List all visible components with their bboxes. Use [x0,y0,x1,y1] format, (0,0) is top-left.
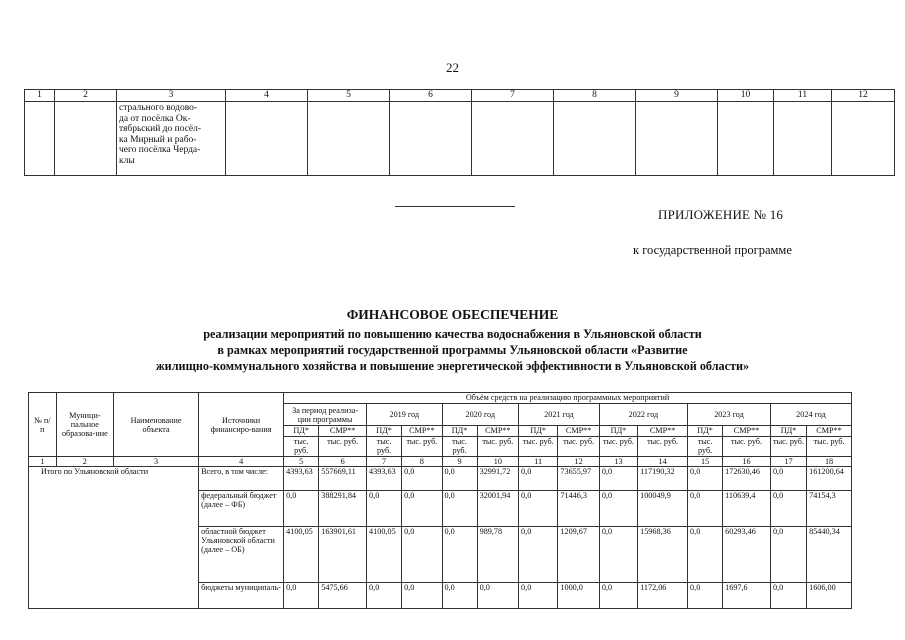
col-total-group-header: Объём средств на реализацию программных мероприятий [284,393,852,404]
header-cell: 6 [390,90,472,102]
value-cell: 0,0 [599,583,637,609]
column-number: 3 [114,457,199,467]
pd-header: ПД* [770,426,806,437]
unit-header: тыс. руб. [558,437,599,457]
value-cell: 32001,94 [477,491,518,527]
header-cell: 10 [718,90,774,102]
value-cell: 1209,67 [558,527,599,583]
source-cell: бюджеты муниципаль- [199,583,284,609]
col-program-period-header: За период реализа-ции программы [284,404,367,426]
smr-header: СМР** [807,426,852,437]
column-number: 6 [319,457,367,467]
appendix-subtitle: к государственной программе [633,243,792,257]
value-cell: 0,0 [688,467,723,491]
header-cell: 12 [832,90,895,102]
column-number: 8 [402,457,442,467]
header-cell: 2 [55,90,117,102]
object-name-cell: стрального водово- да от посёлка Ок- тябрьский до посёл- ка Мирный и рабо- чего посёлка Черда- клы [117,102,226,176]
value-cell: 0,0 [688,583,723,609]
value-cell: 0,0 [519,491,558,527]
header-cell: 1 [25,90,55,102]
value-cell: 4393,63 [367,467,402,491]
unit-header: тыс. руб. [688,437,723,457]
year-header: 2022 год [599,404,687,426]
unit-header: тыс. руб. [319,437,367,457]
unit-header: тыс. руб. [770,437,806,457]
continuation-header-row [25,90,895,102]
value-cell: 74154,3 [807,491,852,527]
value-cell: 4393,63 [284,467,319,491]
document-subtitle: реализации мероприятий по повышению качества водоснабжения в Ульяновской области в рамках мероприятий государственной программы Ульяновской области «Развитие жилищно-коммунального хозяйства и повышение энергетической эффективности в Ульяновской области» [155,327,750,373]
pd-header: ПД* [367,426,402,437]
value-cell: 1000,0 [558,583,599,609]
unit-header: тыс. руб. [599,437,637,457]
header-cell: 11 [774,90,832,102]
column-number: 9 [442,457,477,467]
column-number: 5 [284,457,319,467]
year-header: 2020 год [442,404,519,426]
value-cell: 0,0 [688,527,723,583]
header-cell: 8 [554,90,636,102]
value-cell: 4100,05 [367,527,402,583]
pd-header: ПД* [284,426,319,437]
value-cell: 989,78 [477,527,518,583]
pd-header: ПД* [442,426,477,437]
smr-header: СМР** [402,426,442,437]
value-cell: 110639,4 [723,491,771,527]
pd-header: ПД* [688,426,723,437]
value-cell: 0,0 [402,583,442,609]
smr-header: СМР** [477,426,518,437]
value-cell: 163901,61 [319,527,367,583]
total-label: Итого по Ульяновской области [29,467,199,609]
value-cell: 161200,64 [807,467,852,491]
appendix-label: ПРИЛОЖЕНИЕ № 16 [658,207,784,222]
value-cell: 0,0 [284,491,319,527]
column-number: 11 [519,457,558,467]
unit-header: тыс. руб. [284,437,319,457]
header-cell: 9 [636,90,718,102]
unit-header: тыс. руб. [442,437,477,457]
column-number: 12 [558,457,599,467]
fin-column-numbers-row [29,457,852,467]
unit-header: тыс. руб. [519,437,558,457]
value-cell: 100049,9 [638,491,688,527]
header-cell: 4 [226,90,308,102]
value-cell: 60293,46 [723,527,771,583]
value-cell: 0,0 [367,491,402,527]
col-no-header: № п/ п [29,393,57,457]
smr-header: СМР** [558,426,599,437]
pd-header: ПД* [519,426,558,437]
value-cell: 0,0 [402,467,442,491]
value-cell: 0,0 [519,467,558,491]
value-cell: 0,0 [770,467,806,491]
value-cell: 0,0 [770,583,806,609]
smr-header: СМР** [638,426,688,437]
column-number: 2 [56,457,113,467]
column-number: 15 [688,457,723,467]
year-header: 2021 год [519,404,600,426]
value-cell: 0,0 [519,583,558,609]
unit-header: тыс. руб. [477,437,518,457]
separator-line [395,206,515,207]
value-cell: 0,0 [599,491,637,527]
value-cell: 0,0 [442,491,477,527]
value-cell: 0,0 [442,527,477,583]
value-cell: 4100,05 [284,527,319,583]
value-cell: 0,0 [442,583,477,609]
header-cell: 3 [117,90,226,102]
header-cell: 7 [472,90,554,102]
value-cell: 0,0 [367,583,402,609]
column-number: 1 [29,457,57,467]
unit-header: тыс. руб. [638,437,688,457]
unit-header: тыс. руб. [807,437,852,457]
source-cell: Всего, в том числе: [199,467,284,491]
source-cell: федеральный бюджет (далее – ФБ) [199,491,284,527]
col-municipality-header: Муници-пальное образова-ние [56,393,113,457]
value-cell: 172630,46 [723,467,771,491]
header-cell: 5 [308,90,390,102]
fin-header-row-1 [29,393,852,404]
value-cell: 0,0 [284,583,319,609]
value-cell: 117190,32 [638,467,688,491]
value-cell: 15968,36 [638,527,688,583]
col-sources-header: Источники финансиро-вания [199,393,284,457]
value-cell: 1606,00 [807,583,852,609]
value-cell: 0,0 [688,491,723,527]
value-cell: 0,0 [402,491,442,527]
value-cell: 0,0 [599,527,637,583]
smr-header: СМР** [723,426,771,437]
column-number: 10 [477,457,518,467]
year-header: 2024 год [770,404,851,426]
unit-header: тыс. руб. [367,437,402,457]
value-cell: 557669,11 [319,467,367,491]
value-cell: 1697,6 [723,583,771,609]
pd-header: ПД* [599,426,637,437]
unit-header: тыс. руб. [402,437,442,457]
col-object-header: Наименование объекта [114,393,199,457]
column-number: 13 [599,457,637,467]
column-number: 16 [723,457,771,467]
page-number: 22 [446,60,459,75]
value-cell: 5475,66 [319,583,367,609]
smr-header: СМР** [319,426,367,437]
column-number: 14 [638,457,688,467]
value-cell: 0,0 [519,527,558,583]
value-cell: 85440,34 [807,527,852,583]
column-number: 17 [770,457,806,467]
value-cell: 388291,84 [319,491,367,527]
financing-table [28,392,852,609]
continuation-table [24,89,895,176]
value-cell: 32991,72 [477,467,518,491]
value-cell: 0,0 [442,467,477,491]
unit-header: тыс. руб. [723,437,771,457]
value-cell: 0,0 [599,467,637,491]
value-cell: 0,0 [402,527,442,583]
continuation-row [25,102,895,176]
value-cell: 0,0 [770,527,806,583]
table-row [29,467,852,491]
value-cell: 1172,06 [638,583,688,609]
column-number: 7 [367,457,402,467]
year-header: 2023 год [688,404,771,426]
value-cell: 71446,3 [558,491,599,527]
column-number: 18 [807,457,852,467]
value-cell: 0,0 [477,583,518,609]
value-cell: 73655,97 [558,467,599,491]
year-header: 2019 год [367,404,442,426]
document-title: ФИНАНСОВОЕ ОБЕСПЕЧЕНИЕ [346,307,559,322]
value-cell: 0,0 [770,491,806,527]
source-cell: областной бюджет Ульяновской области (далее – ОБ) [199,527,284,583]
column-number: 4 [199,457,284,467]
